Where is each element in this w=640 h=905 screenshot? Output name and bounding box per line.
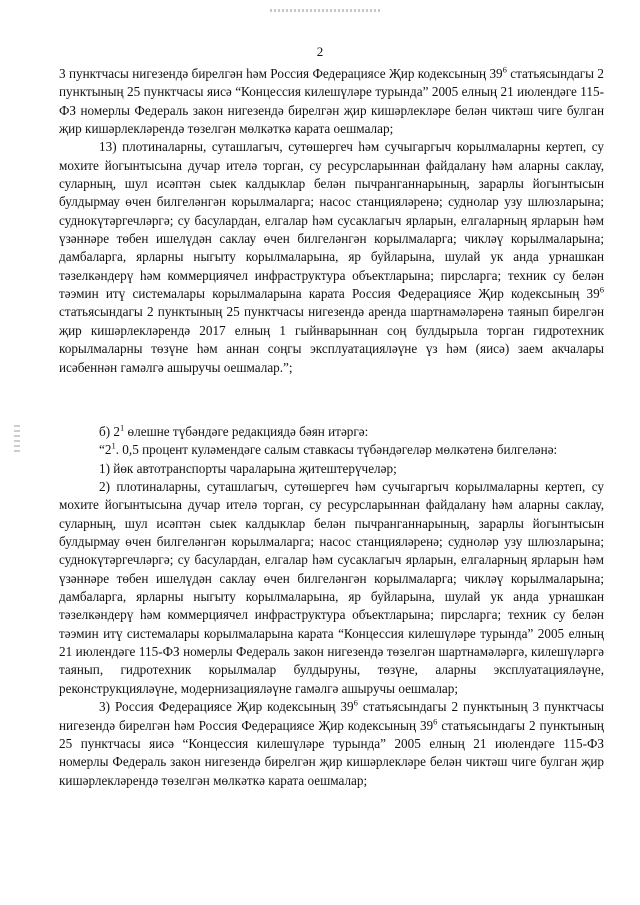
text-block-top	[59, 65, 604, 377]
paragraph-item-13: 13) плотиналарны, суташлагыч, сутөшергеч һәм сучыгаргыч корылмаларны кертеп, су мохите йогынтысына дучар ителә торган, су ресурсларыннан файдалану һәм аларны саклау, суларның, шул исәптән сыек калдыклар белән пычранганнарының, зарарлы йогынтысын булдырмау өчен билгеләнгән корылмаларга; насос станцияләренә; суднолар узу шлюзларына; суднокүтәргечләргә; су басулардан, елгалар һәм сусаклагыч ярларын, елгаларның ярларын һәм үзәннәре төбен ишелүдән саклау өчен билгеләнгән корылмаларга; чикләү корылмаларына; дамбаларга, ярларны ныгыту корылмаларына, яр буйларына, шулай ук анда урнашкан тәзелкәндерү һәм коммерциячел инфраструктура объектларына; пирсларга; техник су белән тәэмин итү системалары корылмаларына карата Россия Федерациясе Җир кодексының $39^6$ статьясындагы 2 пунктының 25 пунктчасы нигезендә аренда шартнамәләренә таянып бирелгән җир кишәрлекләрендә 2017 елның 1 гыйнварыннан соң булдырыла торган гидротехник корылмаларны төзүне һәм аннан соңгы эксплуатацияләүне үз һәм (яисә) заем акчалары исәбеннән гамәлгә ашыручы оешмалар.”;	[59, 139, 604, 375]
paragraph-item-3: 3) Россия Федерациясе Җир кодексының $39^6$ статьясындагы 2 пунктының 3 пунктчасы нигезендә бирелгән һәм Россия Федерациясе Җир кодексының $39^6$ статьясындагы 2 пунктының 25 пунктчасы яисә “Концессия килешүләре турында” 2005 елның 21 июлендәге 115-ФЗ номерлы Федераль закон нигезендә бирелгән җир кишәрлекләре белән чиктәш чиге булган җир кишәрлекләрендә төзелгән мөлкәткә карата оешмалар;	[59, 697, 604, 788]
paragraph-continuation: 3 пунктчасы нигезендә бирелгән һәм Россия Федерациясе Җир кодексының $39^6$ статьясындагы 2 пунктының 25 пунктчасы яисә “Концессия килешүләре турында” 2005 елның 21 июлендәге 115-ФЗ номерлы Федераль закон нигезендә бирелгән җир кишәрлекләре белән чиктәш чиге булган җир кишәрлекләрендә төзелгән мөлкәткә карата оешмалар;	[59, 64, 604, 137]
paragraph-2-1: “$2^1$. 0,5 процент куләмендәге салым ставкасы түбәндәгеләр мөлкәтенә билгеләнә:	[99, 440, 558, 458]
paragraph-item-1: 1) йөк автотранспорты чараларына җитештерүчеләр;	[99, 460, 397, 476]
paragraph-b: б) $2^1$ өлешне түбәндәге редакциядә бәян итәргә:	[99, 422, 369, 439]
page-number: 2	[316, 44, 324, 59]
text-block-bottom	[59, 423, 604, 790]
scan-artifact-top	[270, 9, 380, 12]
paragraph-item-2: 2) плотиналарны, суташлагыч, сутөшергеч һәм сучыгаргыч корылмаларны кертеп, су мохите йогынтысына дучар ителә торган, су ресурсларыннан файдалану һәм аларны саклау, суларның, шул исәптән сыек калдыклар белән пычранганнарының, зарарлы йогынтысын булдырмау өчен билгеләнгән корылмаларга; насос станцияләренә; судноләр узу шлюзларына; суднокүтәргечләргә; су басулардан, елгалар һәм сусаклагыч ярларын, елгаларның ярларын һәм үзәннәре төбен ишелүдән саклау өчен билгеләнгән корылмаларга; чикләү корылмаларына; дамбаларга, ярларны ныгыту корылмаларына, яр буйларына, шулай ук анда урнашкан тәзелкәндерү һәм коммерциячел инфраструктура объектларына; пирсларга; техник су белән тәэмин итү системалары корылмаларына карата “Концессия килешүләре турында” 2005 елның 21 июлендәге 115-ФЗ номерлы Федераль закон нигезендә төзелгән шартнамәләргә, килешүләргә таянып, гидротехник корылмалар булдыруны, төзүне, аларны эксплуатацияләүне, реконструкцияләүне, модернизацияләүне гамәлгә ашыручы оешмалар;	[59, 479, 604, 696]
scan-artifact-left	[14, 425, 20, 455]
